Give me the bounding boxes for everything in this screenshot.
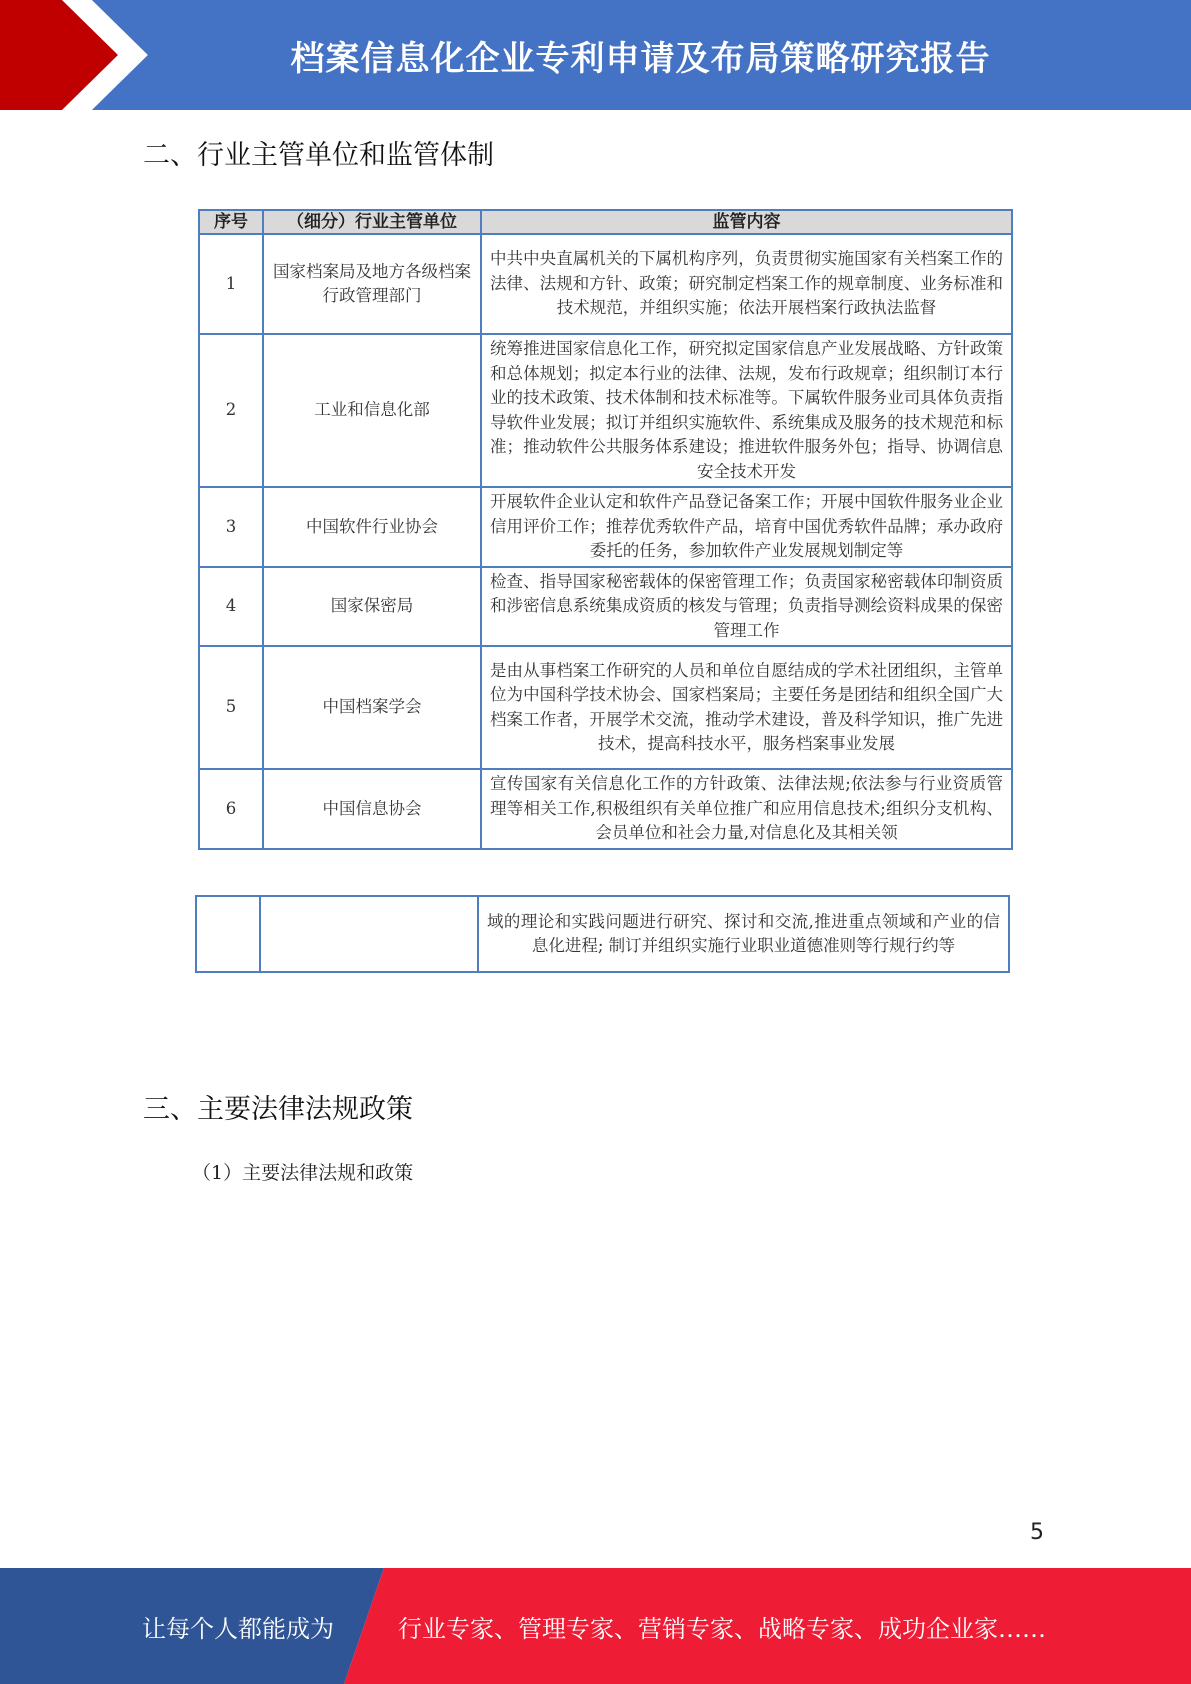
row-unit: 国家保密局 <box>263 567 481 647</box>
header-chevron-accent <box>0 0 150 110</box>
row-content: 开展软件企业认定和软件产品登记备案工作；开展中国软件服务业企业信用评价工作；推荐优秀软件产品，培育中国优秀软件品牌；承办政府委托的任务，参加软件产业发展规划制定等 <box>481 487 1012 567</box>
row-unit: 国家档案局及地方各级档案行政管理部门 <box>263 234 481 334</box>
row-content: 检查、指导国家秘密载体的保密管理工作；负责国家秘密载体印制资质和涉密信息系统集成资质的核发与管理；负责指导测绘资料成果的保密管理工作 <box>481 567 1012 647</box>
row-unit: 中国档案学会 <box>263 646 481 769</box>
subheading-laws-policies: （1）主要法律法规和政策 <box>192 1162 414 1184</box>
row-number: 5 <box>199 646 263 769</box>
row-number: 3 <box>199 487 263 567</box>
footer-slogan-left: 让每个人都能成为 <box>142 1614 334 1643</box>
row-number: 1 <box>199 234 263 334</box>
row-unit <box>260 896 478 972</box>
header-banner <box>0 0 1191 110</box>
row-unit: 工业和信息化部 <box>263 334 481 487</box>
table-row <box>199 646 1012 769</box>
row-number: 6 <box>199 769 263 849</box>
row-content: 中共中央直属机关的下属机构序列，负责贯彻实施国家有关档案工作的法律、法规和方针、政策；研究制定档案工作的规章制度、业务标准和技术规范，并组织实施；依法开展档案行政执法监督 <box>481 234 1012 334</box>
row-number <box>196 896 260 972</box>
row-content: 统筹推进国家信息化工作，研究拟定国家信息产业发展战略、方针政策和总体规划；拟定本行业的法律、法规，发布行政规章；组织制订本行业的技术政策、技术体制和技术标准等。下属软件服务业司具体负责指导软件业发展；拟订并组织实施软件、系统集成及服务的技术规范和标准；推动软件公共服务体系建设；推进软件服务外包；指导、协调信息安全技术开发 <box>481 334 1012 487</box>
table-header-row <box>199 210 1012 234</box>
section-heading-laws: 三、主要法律法规政策 <box>143 1094 413 1125</box>
row-unit: 中国软件行业协会 <box>263 487 481 567</box>
report-title: 档案信息化企业专利申请及布局策略研究报告 <box>290 38 991 79</box>
table-row <box>199 567 1012 647</box>
header-cell-content: 监管内容 <box>481 210 1012 234</box>
table-row <box>196 896 1009 972</box>
row-content: 宣传国家有关信息化工作的方针政策、法律法规;依法参与行业资质管理等相关工作,积极组织有关单位推广和应用信息技术;组织分支机构、会员单位和社会力量,对信息化及其相关领 <box>481 769 1012 849</box>
row-content: 域的理论和实践问题进行研究、探讨和交流,推进重点领域和产业的信息化进程; 制订并组织实施行业职业道德准则等行规行约等 <box>478 896 1009 972</box>
header-cell-no: 序号 <box>199 210 263 234</box>
header-cell-unit: （细分）行业主管单位 <box>263 210 481 234</box>
footer-slogan-right: 行业专家、管理专家、营销专家、战略专家、成功企业家…… <box>398 1614 1046 1643</box>
row-unit: 中国信息协会 <box>263 769 481 849</box>
row-number: 4 <box>199 567 263 647</box>
table-row <box>199 234 1012 334</box>
regulator-table-continued <box>195 895 1010 973</box>
regulator-table <box>198 209 1013 850</box>
table-row <box>199 487 1012 567</box>
row-number: 2 <box>199 334 263 487</box>
footer-banner <box>0 1568 1191 1684</box>
page-number: 5 <box>1030 1520 1044 1545</box>
table-row <box>199 769 1012 849</box>
row-content: 是由从事档案工作研究的人员和单位自愿结成的学术社团组织，主管单位为中国科学技术协会、国家档案局；主要任务是团结和组织全国广大档案工作者，开展学术交流，推动学术建设，普及科学知识，推广先进技术，提高科技水平，服务档案事业发展 <box>481 646 1012 769</box>
table-row <box>199 334 1012 487</box>
section-heading-regulators: 二、行业主管单位和监管体制 <box>143 140 494 171</box>
